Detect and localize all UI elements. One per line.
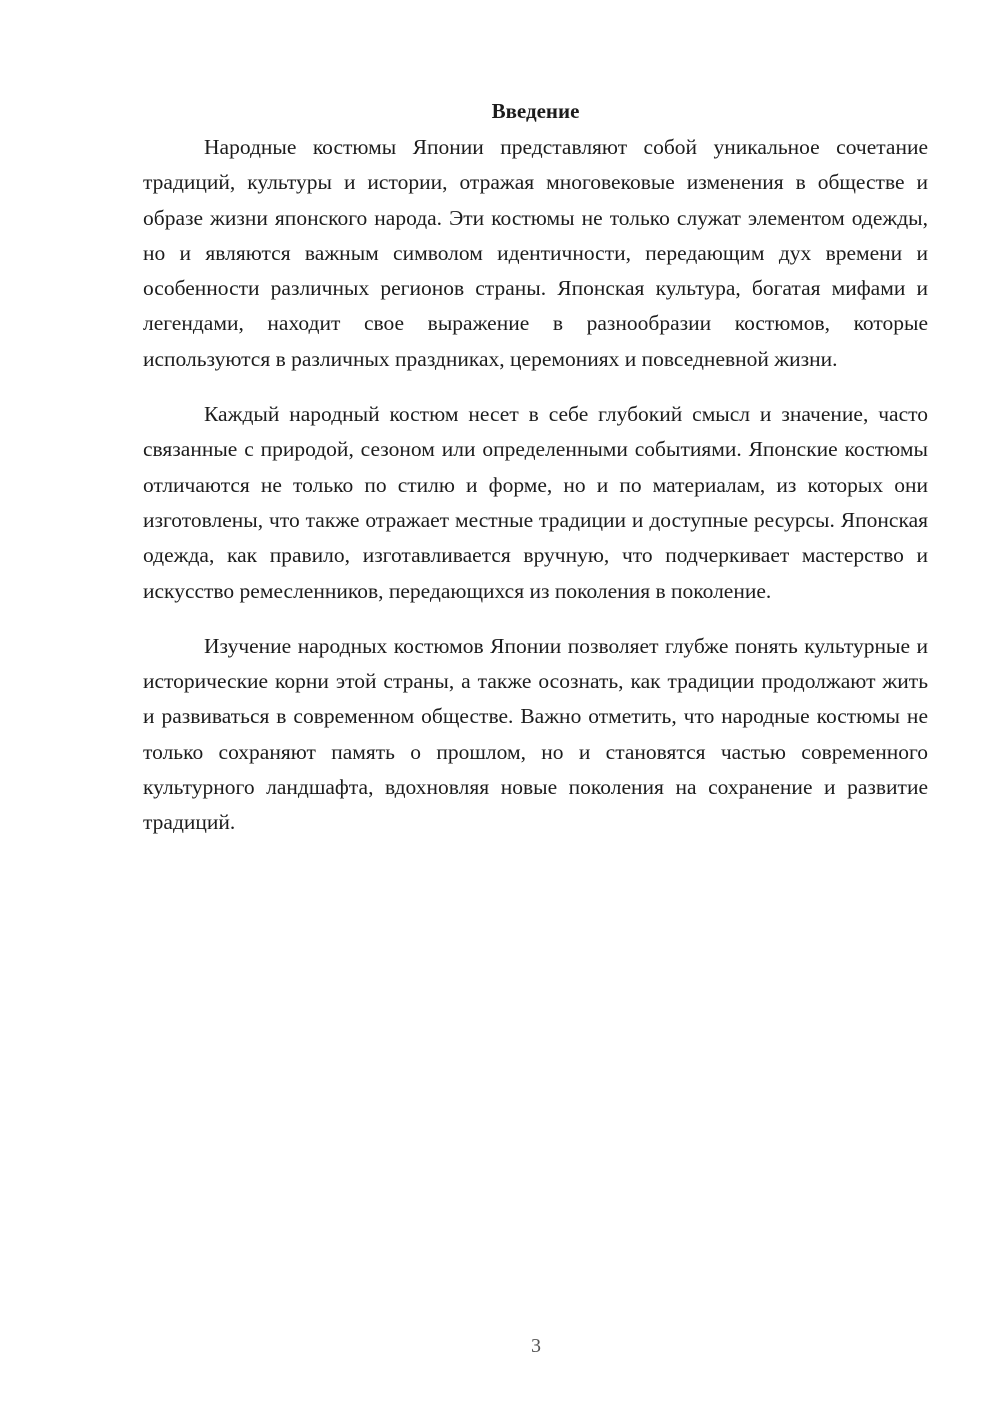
paragraph-3: Изучение народных костюмов Японии позволяет глубже понять культурные и исторические корни этой страны, а также осознать, как традиции продолжают жить и развиваться в современном обществе. Важно отметить, что народные костюмы не только сохраняют память о прошлом, но и становятся частью современного культурного ландшафта, вдохновляя новые поколения на сохранение и развитие традиций.: [143, 633, 928, 835]
section-heading: Введение: [491, 99, 580, 123]
page-number: 3: [531, 1335, 541, 1357]
paragraph-1: Народные костюмы Японии представляют собой уникальное сочетание традиций, культуры и истории, отражая многовековые изменения в обществе и образе жизни японского народа. Эти костюмы не только служат элементом одежды, но и являются важным символом идентичности, передающим дух времени и особенности различных регионов страны. Японская культура, богатая мифами и легендами, находит свое выражение в разнообразии костюмов, которые используются в различных праздниках, церемониях и повседневной жизни.: [143, 135, 928, 371]
paragraph-2: Каждый народный костюм несет в себе глубокий смысл и значение, часто связанные с природой, сезоном или определенными событиями. Японские костюмы отличаются не только по стилю и форме, но и по материалам, из которых они изготовлены, что также отражает местные традиции и доступные ресурсы. Японская одежда, как правило, изготавливается вручную, что подчеркивает мастерство и искусство ремесленников, передающихся из поколения в поколение.: [143, 402, 928, 603]
document-body: [143, 96, 928, 861]
